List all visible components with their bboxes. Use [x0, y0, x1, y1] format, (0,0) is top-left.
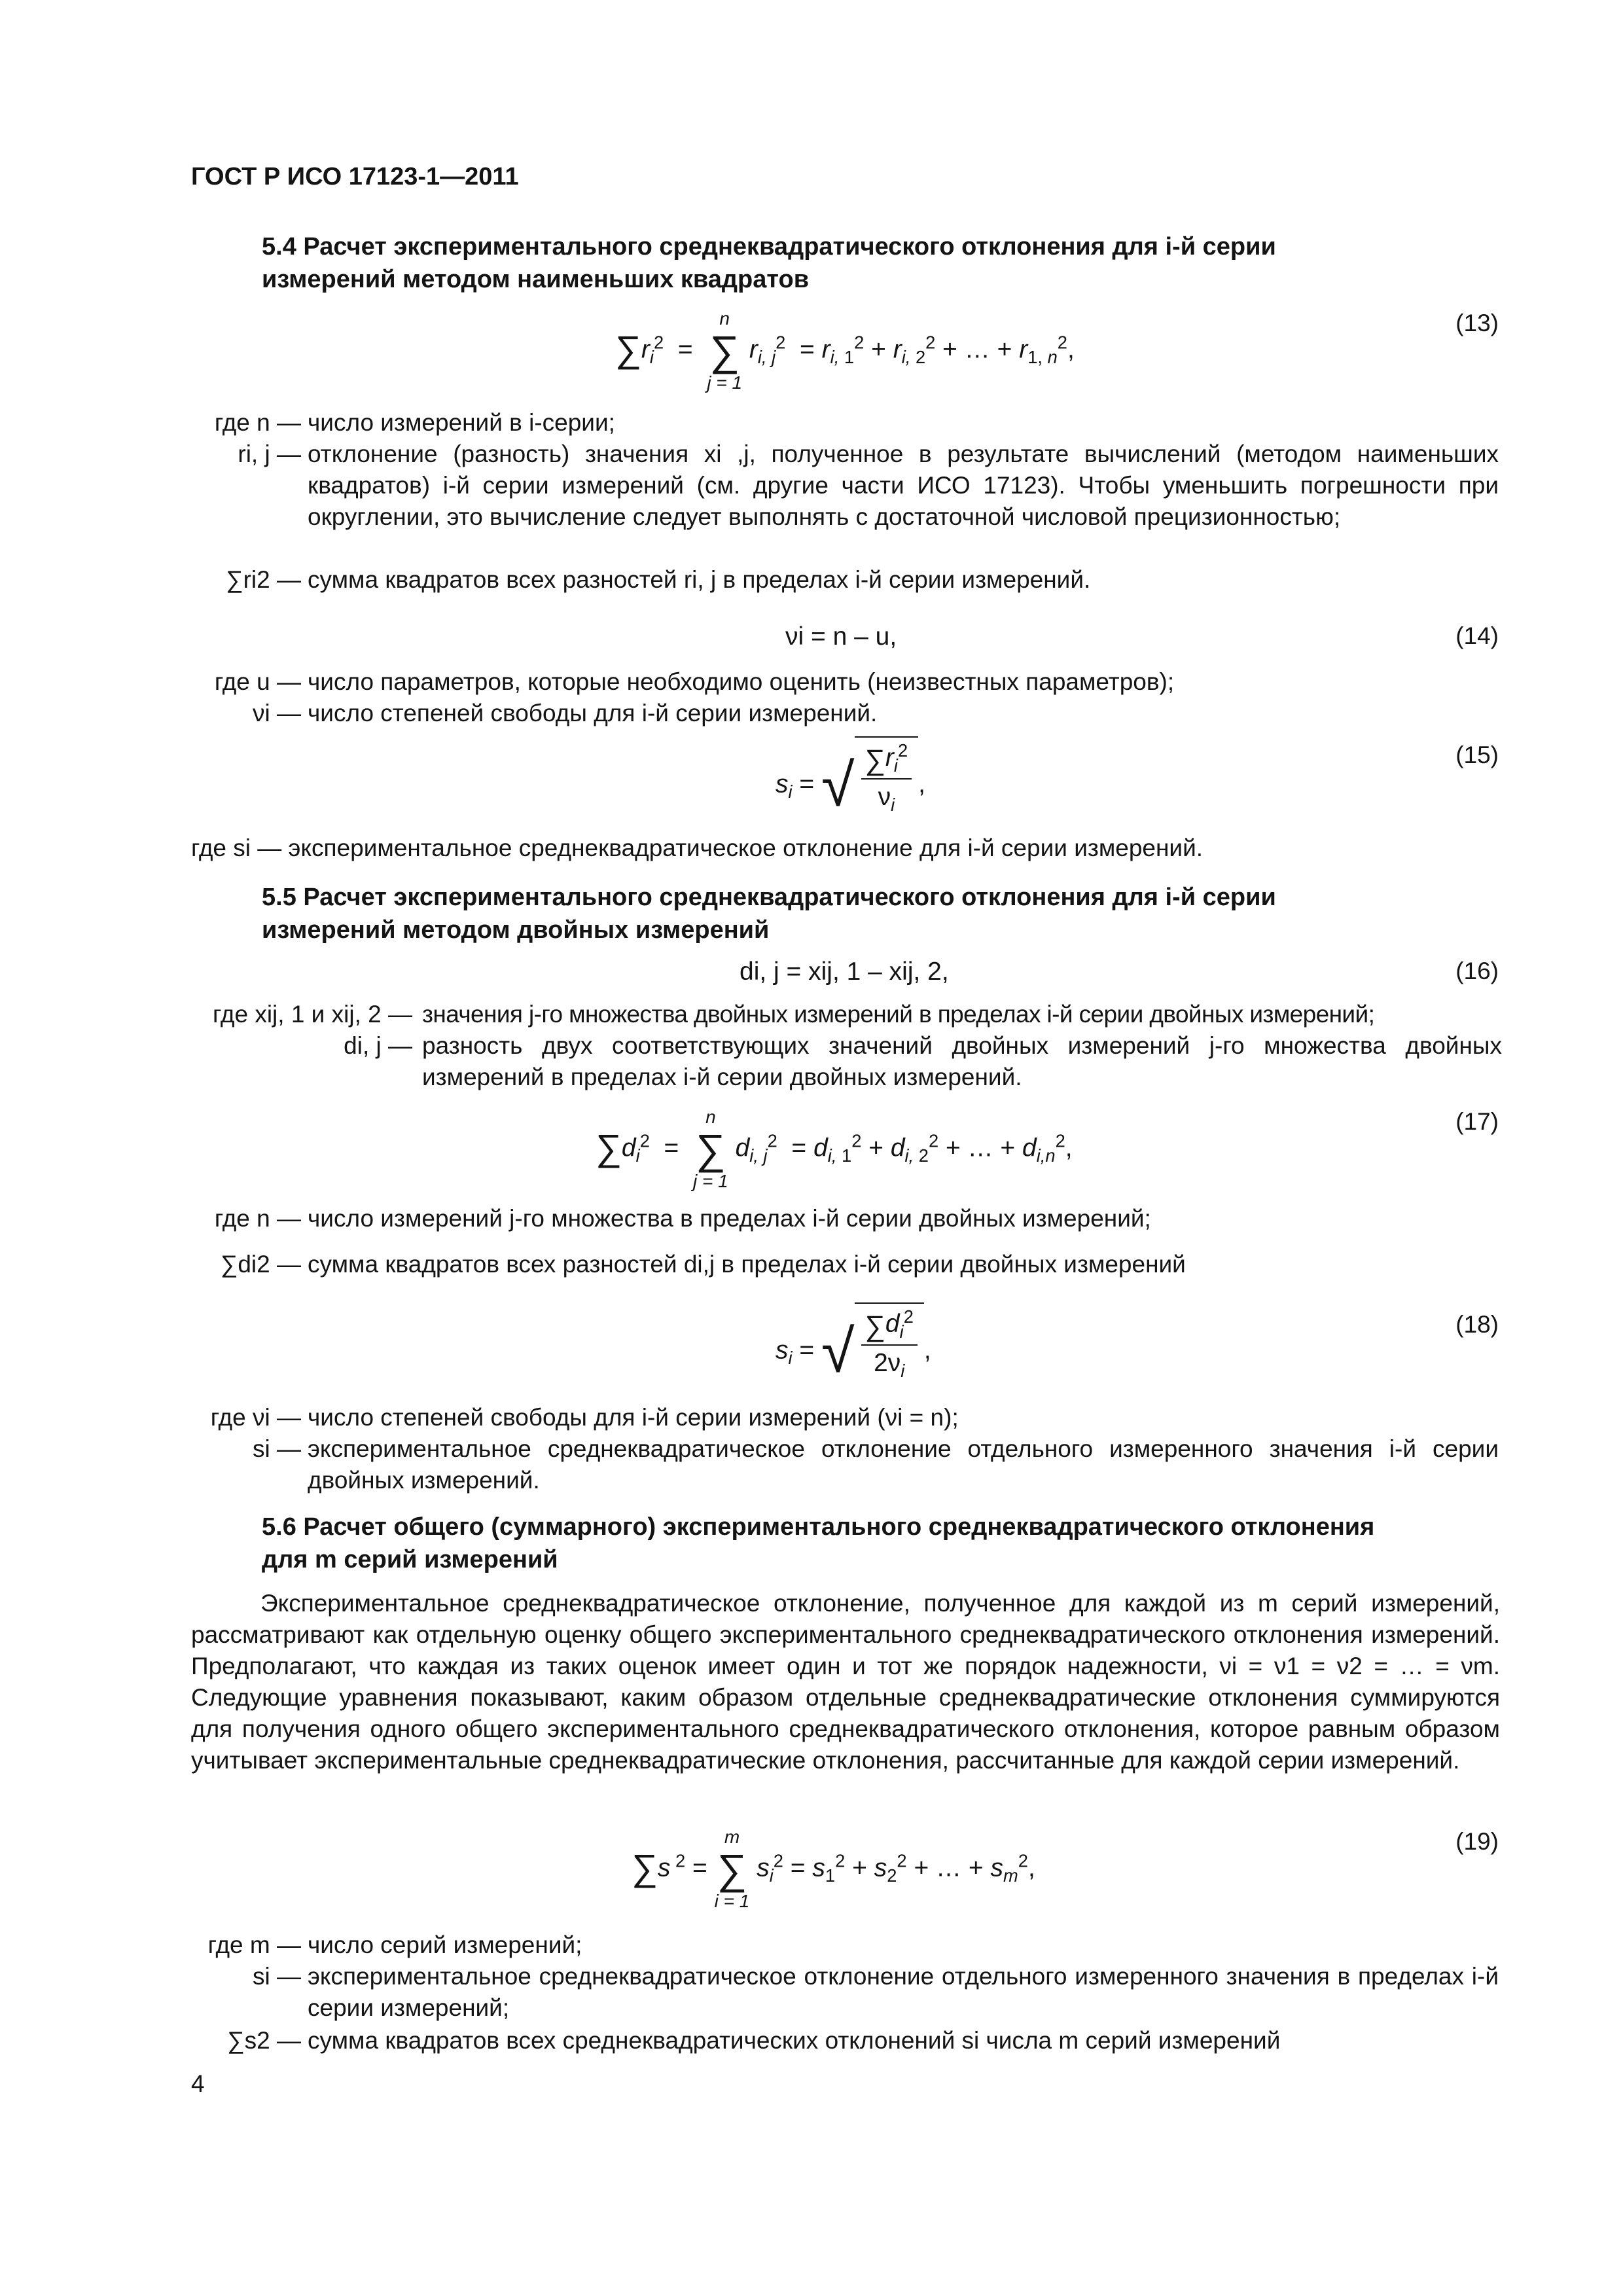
- section-5-5-title: [262, 881, 1505, 946]
- where15-text: где si — экспериментальное среднеквадратическое отклонение для i-й серии измерений.: [191, 834, 1204, 861]
- where19-sum-label: ∑s2 —: [227, 2027, 301, 2054]
- equation-19-number: (19): [1455, 1828, 1499, 1855]
- equation-18: $s_i$ = √ $\frac{\sum d_i^2}{2\nu_i}$ ,: [776, 1302, 931, 1401]
- where19-s-text: экспериментальное среднеквадратическое отклонение отдельного измеренного значения в пределах i-й серии измерений;: [308, 1963, 1499, 2021]
- equation-17: $\sum d_i^2$ = n ∑ j = 1 $d_{i, j}^2 = d_{i, 1}^2 + d_{i, 2}^2$ + … + $d_{i,n}^2$,: [596, 1107, 1073, 1191]
- where14-u-label: где u —: [214, 668, 301, 695]
- where13-n-text: число измерений в i-серии;: [308, 409, 615, 436]
- equation-16-number: (16): [1455, 958, 1499, 984]
- where17-sum-text: сумма квадратов всех разностей di,j в пределах i-й серии двойных измерений: [308, 1251, 1186, 1278]
- where19-m-label: где m —: [207, 1931, 301, 1958]
- section-5-6-title-line2: для m серий измерений: [262, 1546, 558, 1573]
- equation-18-number: (18): [1455, 1311, 1499, 1338]
- where19-sum-text: сумма квадратов всех среднеквадратических отклонений si числа m серий измерений: [308, 2027, 1281, 2054]
- where13-r-label: ri, j —: [238, 440, 301, 467]
- equation-15-number: (15): [1455, 742, 1499, 768]
- where14-nu-label: νi —: [253, 700, 301, 726]
- section-5-5-title-line2: измерений методом двойных измерений: [262, 916, 770, 944]
- section-5-4-title: [262, 230, 1505, 296]
- section-5-4-title-line2: измерений методом наименьших квадратов: [262, 266, 810, 293]
- section-5-4-title-line1: 5.4 Расчет экспериментального среднеквадратического отклонения для i-й серии: [262, 233, 1276, 260]
- equation-15: $s_i$ = √ $\frac{\sum r_i^2}{\nu_i}$ ,: [776, 736, 925, 834]
- section-5-6-title: [262, 1511, 1505, 1576]
- where18-nu-label: где νi —: [210, 1404, 301, 1431]
- where18-nu-text: число степеней свободы для i-й серии измерений (νi = n);: [308, 1404, 959, 1431]
- where17-n-label: где n —: [214, 1205, 301, 1232]
- equation-13-number: (13): [1455, 310, 1499, 336]
- where18-s-label: si —: [253, 1435, 301, 1462]
- where18-s-text: экспериментальное среднеквадратическое отклонение отдельного измеренного значения i-й серии двойных измерений.: [308, 1435, 1499, 1494]
- page-number: 4: [191, 2070, 205, 2097]
- where17-n-text: число измерений j-го множества в пределах i-й серии двойных измерений;: [308, 1205, 1151, 1232]
- where13-r-text: отклонение (разность) значения xi ,j, полученное в результате вычислений (методом наименьших квадратов) i-й серии измерений (см. другие части ИСО 17123). Чтобы уменьшить погрешности при округлении, это вычисление следует выполнять с достаточной числовой прецизионностью;: [308, 440, 1499, 530]
- where14-u-text: число параметров, которые необходимо оценить (неизвестных параметров);: [308, 668, 1175, 695]
- equation-19: ∑s $^2$ = m ∑ i = 1 $s_i^2 = s_1^2 + s_2^2$ + … + $s_m^2$,: [632, 1827, 1035, 1911]
- where16-x-text: значения j-го множества двойных измерений в пределах i-й серии двойных измерений;: [422, 1001, 1375, 1028]
- where13-n-label: где n —: [214, 409, 301, 436]
- section-5-6-paragraph: Экспериментальное среднеквадратическое отклонение, полученное для каждой из m серий измерений, рассматривают как отдельную оценку общего экспериментального среднеквадратического отклонения измерений. Предполагают, что каждая из таких оценок имеет один и тот же порядок надежности, νi = ν1 = ν2 = … = νm. Следующие уравнения показывают, каким образом отдельные среднеквадратические отклонения суммируются для получения одного общего экспериментального среднеквадратического отклонения, которое равным образом учитывает экспериментальные среднеквадратические отклонения, рассчитанные для каждой серии измерений.: [191, 1590, 1500, 1774]
- where13-sum-label: ∑ri2 —: [226, 566, 301, 593]
- where19-m-text: число серий измерений;: [308, 1931, 582, 1958]
- equation-14: νi = n – u,: [785, 622, 897, 651]
- where16-x-label: где xij, 1 и xij, 2 —: [213, 1001, 412, 1028]
- section-5-5-title-line1: 5.5 Расчет экспериментального среднеквадратического отклонения для i-й серии: [262, 884, 1276, 911]
- section-5-6-title-line1: 5.6 Расчет общего (суммарного) экспериментального среднеквадратического отклонения: [262, 1513, 1375, 1541]
- equation-16: di, j = xij, 1 – xij, 2,: [740, 958, 949, 986]
- where19-s-label: si —: [253, 1963, 301, 1990]
- where16-d-text: разность двух соответствующих значений двойных измерений j-го множества двойных измерений в пределах i-й серии двойных измерений.: [422, 1032, 1502, 1090]
- equation-17-number: (17): [1455, 1108, 1499, 1135]
- where16-d-label: di, j —: [344, 1032, 412, 1059]
- where13-sum-text: сумма квадратов всех разностей ri, j в пределах i-й серии измерений.: [308, 566, 1091, 593]
- where14-nu-text: число степеней свободы для i-й серии измерений.: [308, 700, 878, 726]
- document-code: ГОСТ Р ИСО 17123-1—2011: [191, 163, 519, 190]
- equation-14-number: (14): [1455, 622, 1499, 649]
- where17-sum-label: ∑di2 —: [220, 1251, 301, 1278]
- equation-13: $\sum r_i^2$ = n ∑ j = 1 $r_{i, j}^2 = r_{i, 1}^2 + r_{i, 2}^2$ + … + $r_{1, n}^2$,: [615, 308, 1075, 393]
